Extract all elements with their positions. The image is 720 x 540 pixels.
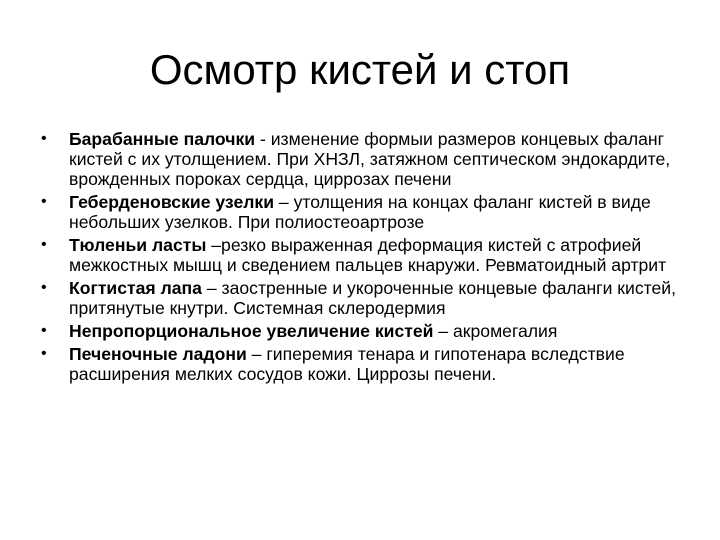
bullet-icon: •	[41, 345, 47, 362]
bullet-icon: •	[41, 236, 47, 253]
bullet-list	[40, 129, 690, 387]
bullet-icon: •	[41, 279, 47, 296]
bullet-term: Барабанные палочки	[69, 129, 256, 149]
bullet-term: Тюленьи ласты	[69, 235, 207, 255]
bullet-item-claw-hand	[40, 278, 690, 318]
bullet-text: – акромегалия	[433, 321, 558, 341]
bullet-item-clubbed-fingers	[40, 129, 690, 189]
bullet-text: –резко выраженная деформация кистей с атрофией межкостных мышц и сведением пальцев кнаружи. Ревматоидный артрит	[69, 235, 667, 275]
bullet-term: Когтистая лапа	[69, 278, 202, 298]
bullet-item-heberden-nodes	[40, 192, 690, 232]
bullet-term: Печеночные ладони	[69, 344, 247, 364]
slide-title: Осмотр кистей и стоп	[149, 46, 571, 93]
bullet-item-liver-palms	[40, 344, 690, 384]
bullet-text: – гиперемия тенара и гипотенара вследствие расширения мелких сосудов кожи. Циррозы печени.	[69, 344, 625, 384]
bullet-item-acromegaly	[40, 321, 690, 341]
bullet-icon: •	[41, 130, 47, 147]
bullet-term: Непропорциональное увеличение кистей	[69, 321, 434, 341]
bullet-icon: •	[41, 322, 47, 339]
bullet-text: - изменение формыи размеров концевых фаланг кистей с их утолщением. При ХНЗЛ, затяжном септическом эндокардите, врожденных пороках сердца, циррозах печени	[69, 129, 671, 189]
bullet-text: – заостренные и укороченные концевые фаланги кистей, притянутые кнутри. Системная склеродермия	[69, 278, 676, 318]
bullet-text: – утолщения на концах фаланг кистей в виде небольших узелков. При полиостеоартрозе	[69, 192, 651, 232]
bullet-term: Геберденовские узелки	[69, 192, 275, 212]
bullet-item-seal-flippers	[40, 235, 690, 275]
bullet-icon: •	[41, 193, 47, 210]
